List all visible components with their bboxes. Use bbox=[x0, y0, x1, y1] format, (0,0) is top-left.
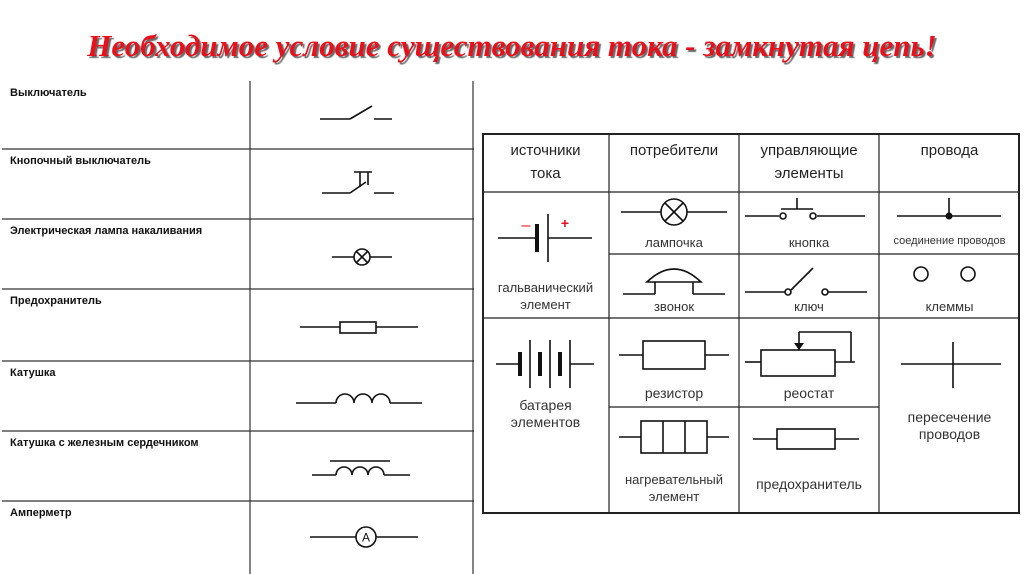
left-row-iron-core-coil bbox=[2, 431, 474, 501]
fuse-symbol bbox=[250, 289, 474, 361]
caption-galvanic: гальванический элемент bbox=[497, 280, 594, 312]
left-row-lamp bbox=[2, 219, 474, 289]
caption-crossing: пересечение проводов bbox=[907, 409, 992, 442]
right-symbols-table bbox=[482, 133, 1020, 514]
row-label: Выключатель bbox=[10, 87, 87, 99]
header-sources: источники тока bbox=[510, 142, 581, 182]
caption-heater: нагревательный элемент bbox=[624, 472, 724, 504]
ammeter-letter: A bbox=[361, 530, 371, 545]
lamp-symbol bbox=[250, 219, 474, 289]
header-wires: провода bbox=[920, 142, 979, 159]
row-label: Предохранитель bbox=[10, 295, 102, 307]
iron-core-coil-symbol bbox=[250, 431, 474, 501]
left-symbols-table bbox=[2, 81, 474, 574]
left-row-switch bbox=[2, 81, 474, 149]
fuse-symbol bbox=[739, 407, 879, 513]
caption-fuse: предохранитель bbox=[756, 476, 862, 492]
caption-resistor: резистор bbox=[644, 385, 704, 401]
coil-symbol bbox=[250, 361, 474, 431]
caption-junction: соединение проводов bbox=[893, 235, 1006, 247]
ammeter-symbol bbox=[250, 501, 474, 574]
header-control-elements: управляющие элементы bbox=[760, 142, 858, 182]
left-row-coil bbox=[2, 361, 474, 431]
caption-key: ключ bbox=[794, 299, 824, 314]
row-label: Катушка с железным сердечником bbox=[10, 437, 199, 449]
plus-sign: + bbox=[560, 215, 570, 231]
left-row-fuse bbox=[2, 289, 474, 361]
row-label: Кнопочный выключатель bbox=[10, 155, 151, 167]
left-row-push-button bbox=[2, 149, 474, 219]
row-label: Электрическая лампа накаливания bbox=[10, 225, 203, 237]
caption-bell: звонок bbox=[653, 299, 695, 314]
left-row-ammeter bbox=[2, 501, 474, 574]
row-label: Амперметр bbox=[10, 507, 72, 519]
row-label: Катушка bbox=[10, 367, 56, 379]
caption-button: кнопка bbox=[788, 235, 830, 250]
caption-terminals: клеммы bbox=[925, 299, 974, 314]
push-button-symbol bbox=[250, 149, 474, 219]
caption-rheostat: реостат bbox=[783, 385, 835, 401]
caption-lamp: лампочка bbox=[645, 235, 703, 250]
caption-battery: батарея элементов bbox=[510, 397, 581, 430]
switch-symbol bbox=[250, 81, 474, 149]
page-title: Необходимое условие существования тока - замкнутая цепь! bbox=[87, 28, 937, 63]
minus-sign: – bbox=[521, 217, 531, 234]
header-consumers: потребители bbox=[629, 142, 719, 159]
